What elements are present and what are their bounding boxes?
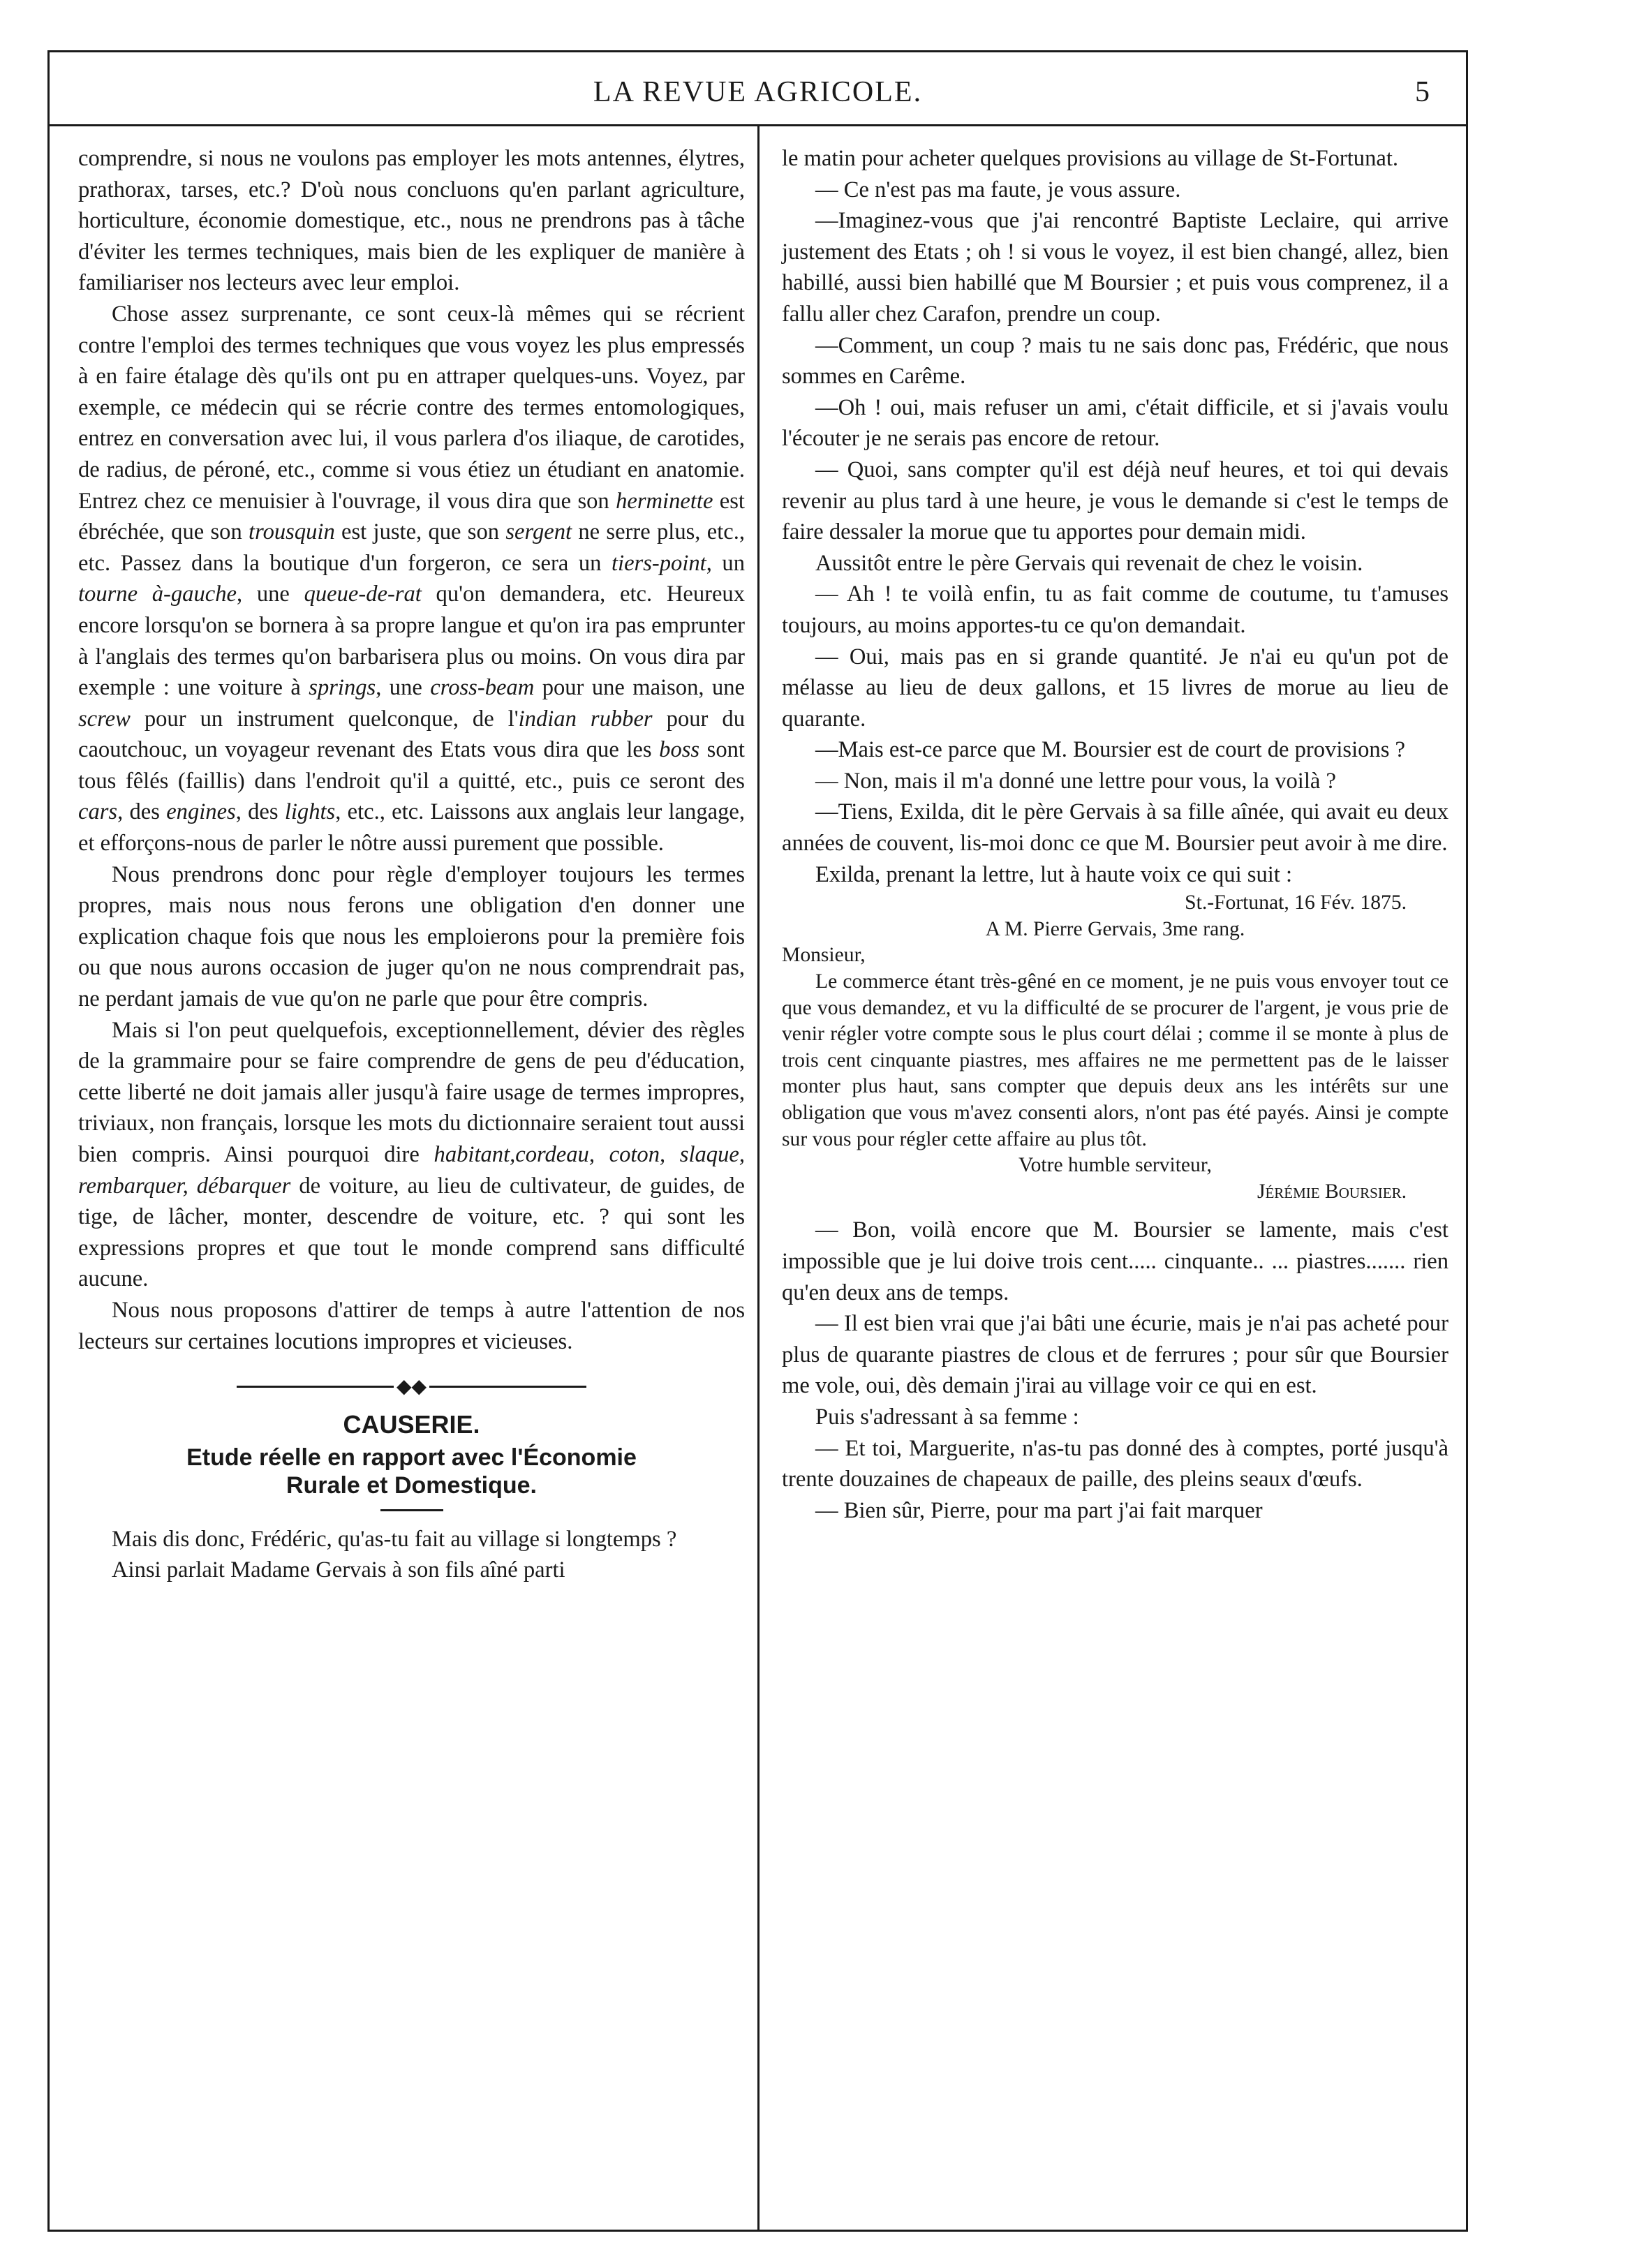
paragraph: — Et toi, Marguerite, n'as-tu pas donné des à comptes, porté jusqu'à trente douzaines de chapeaux de paille, des pleins seaux d'œufs.	[782, 1435, 1449, 1492]
paragraph: — Bon, voilà encore que M. Boursier se lamente, mais c'est impossible que je lui doive trois cent..... cinquante.. ... piastres....... rien qu'en deux ans de temps.	[782, 1217, 1449, 1305]
paragraph: comprendre, si nous ne voulons pas employer les mots antennes, élytres, prathorax, tarses, etc.? D'où nous concluons qu'en parlant agriculture, horticulture, économie domestique, etc., nous ne prendrons pas à tâche d'éviter les termes techniques, mais bien de les expliquer de manière à familiariser nos lecteurs avec leur emploi.	[78, 146, 745, 296]
paragraph: —Imaginez-vous que j'ai rencontré Baptiste Leclaire, qui arrive justement des Etats ; oh ! si vous le voyez, il est bien changé, allez, bien habillé, aussi bien habillé que M Boursier ; et puis vous comprenez, il a fallu aller chez Carafon, prendre un coup.	[782, 208, 1449, 327]
paragraph: Aussitôt entre le père Gervais qui revenait de chez le voisin.	[815, 550, 1363, 576]
paragraph: Mais si l'on peut quelquefois, exceptionnellement, dévier des règles de la grammaire pour se faire comprendre de gens de peu d'éducation, cette liberté ne doit jamais aller jusqu'à faire usage de termes impropres, triviaux, non français, lorsque les mots du dictionnaire seraient tout aussi bien compris. Ainsi pourquoi dire habitant,cordeau, coton, slaque, rembarquer, débarquer de voiture, au lieu de cultivateur, de guides, de tige, de lâcher, monter, descendre de voiture, etc. ? qui sont les expressions propres et que tout le monde comprend sans difficulté aucune.	[78, 1017, 745, 1292]
left-column	[78, 143, 745, 1586]
letter-date: St.-Fortunat, 16 Fév. 1875.	[1185, 891, 1407, 914]
paragraph: Exilda, prenant la lettre, lut à haute voix ce qui suit :	[815, 861, 1293, 887]
column-rule	[757, 126, 760, 2232]
paragraph: Mais dis donc, Frédéric, qu'as-tu fait au village si longtemps ?	[112, 1526, 677, 1552]
paragraph: Chose assez surprenante, ce sont ceux-là mêmes qui se récrient contre l'emploi des termes techniques que vous voyez les plus empressés à en faire étalage dès qu'ils ont pu en attraper quelques-uns. Voyez, par exemple, ce médecin qui se récrie contre des termes entomologiques, entrez en conversation avec lui, il vous parlera d'os iliaque, de carotides, de radius, de péroné, etc., comme si vous étiez un étudiant en anatomie. Entrez chez ce menuisier à l'ouvrage, il vous dira que son herminette est ébréchée, que son trousquin est juste, que son sergent ne serre plus, etc., etc. Passez dans la boutique d'un forgeron, ce sera un tiers-point, un tourne à-gauche, une queue-de-rat qu'on demandera, etc. Heureux encore lorsqu'on se bornera à sa propre langue et qu'on ira pas emprunter à l'anglais des termes qu'on barbarisera plus ou moins. On vous dira par exemple : une voiture à springs, une cross-beam pour une maison, une screw pour un instrument quelconque, de l'indian rubber pour du caoutchouc, un voyageur revenant des Etats vous dira que les boss sont tous fêlés (faillis) dans l'endroit qu'il a quitté, etc., puis ce seront des cars, des engines, des lights, etc., etc. Laissons aux anglais leur langage, et efforçons-nous de parler le nôtre aussi purement que possible.	[78, 301, 745, 857]
paragraph: Ainsi parlait Madame Gervais à son fils aîné parti	[112, 1557, 565, 1583]
right-column	[782, 143, 1449, 1526]
running-title: LA REVUE AGRICOLE.	[593, 76, 923, 108]
letter	[782, 890, 1449, 1205]
section-title: CAUSERIE.	[343, 1409, 480, 1439]
paragraph: —Comment, un coup ? mais tu ne sais donc pas, Frédéric, que nous sommes en Carême.	[782, 332, 1449, 390]
paragraph: — Quoi, sans compter qu'il est déjà neuf heures, et toi qui devais revenir au plus tard à une heure, je vous le demande si c'est le temps de faire dessaler la morue que tu apportes pour demain midi.	[782, 457, 1449, 545]
letter-signature: Jérémie Boursier.	[1257, 1180, 1407, 1203]
paragraph: — Non, mais il m'a donné une lettre pour vous, la voilà ?	[815, 768, 1336, 794]
letter-body: Le commerce étant très-gêné en ce moment, je ne puis vous envoyer tout ce que vous demandez, et vu la difficulté de se procurer de l'argent, je vous prie de venir régler votre compte sous le plus court délai ; comme il se monte à plus de trois cent cinquante piastres, mes affaires ne me permettent pas de le laisser monter plus haut, sans compter que depuis deux ans les intérêts sur une obligation que vous m'avez consenti alors, n'ont pas été payés. Ainsi je compte sur vous pour régler cette affaire au plus tôt.	[782, 970, 1449, 1150]
letter-closing: Votre humble serviteur,	[1018, 1154, 1212, 1177]
paragraph: —Mais est-ce parce que M. Boursier est de court de provisions ?	[815, 737, 1405, 763]
paragraph: — Il est bien vrai que j'ai bâti une écurie, mais je n'ai pas acheté pour plus de quarante piastres de clous et de ferrures ; pour sûr que Boursier me vole, oui, dès demain j'irai au village voir ce qui en est.	[782, 1311, 1449, 1399]
paragraph: Puis s'adressant à sa femme :	[815, 1404, 1079, 1430]
paragraph: —Tiens, Exilda, dit le père Gervais à sa fille aînée, qui avait eu deux années de couvent, lis-moi donc ce que M. Boursier peut avoir à me dire.	[782, 799, 1449, 857]
paragraph: — Bien sûr, Pierre, pour ma part j'ai fait marquer	[815, 1497, 1263, 1523]
paragraph: — Ce n'est pas ma faute, je vous assure.	[815, 177, 1181, 202]
short-rule	[380, 1509, 443, 1511]
paragraph: — Ah ! te voilà enfin, tu as fait comme de coutume, tu t'amuses toujours, au moins apportes-tu ce qu'on demandait.	[782, 581, 1449, 638]
paragraph: —Oh ! oui, mais refuser un ami, c'était difficile, et si j'avais voulu l'écouter je ne serais pas encore de retour.	[782, 394, 1449, 452]
paragraph: le matin pour acheter quelques provisions au village de St-Fortunat.	[782, 146, 1399, 171]
section-ornament: ◆◆	[78, 1375, 745, 1398]
page-number: 5	[1415, 76, 1430, 108]
letter-address: A M. Pierre Gervais, 3me rang.	[985, 917, 1245, 940]
paragraph: Nous nous proposons d'attirer de temps à autre l'attention de nos lecteurs sur certaines locutions impropres et vicieuses.	[78, 1297, 745, 1354]
section-subtitle: Etude réelle en rapport avec l'Économie Rurale et Domestique.	[186, 1444, 637, 1499]
letter-salutation: Monsieur,	[782, 944, 866, 967]
paragraph: — Oui, mais pas en si grande quantité. Je n'ai eu qu'un pot de mélasse au lieu de deux gallons, et 15 livres de morue au lieu de quarante.	[782, 644, 1449, 732]
paragraph: Nous prendrons donc pour règle d'employer toujours les termes propres, mais nous nous ferons une obligation d'en donner une explication chaque fois que nous les emploierons pour la première fois ou que nous aurons occasion de juger qu'on ne nous comprendrait pas, ne perdant jamais de vue qu'on ne parle que pour être compris.	[78, 861, 745, 1012]
page-header	[47, 70, 1468, 119]
